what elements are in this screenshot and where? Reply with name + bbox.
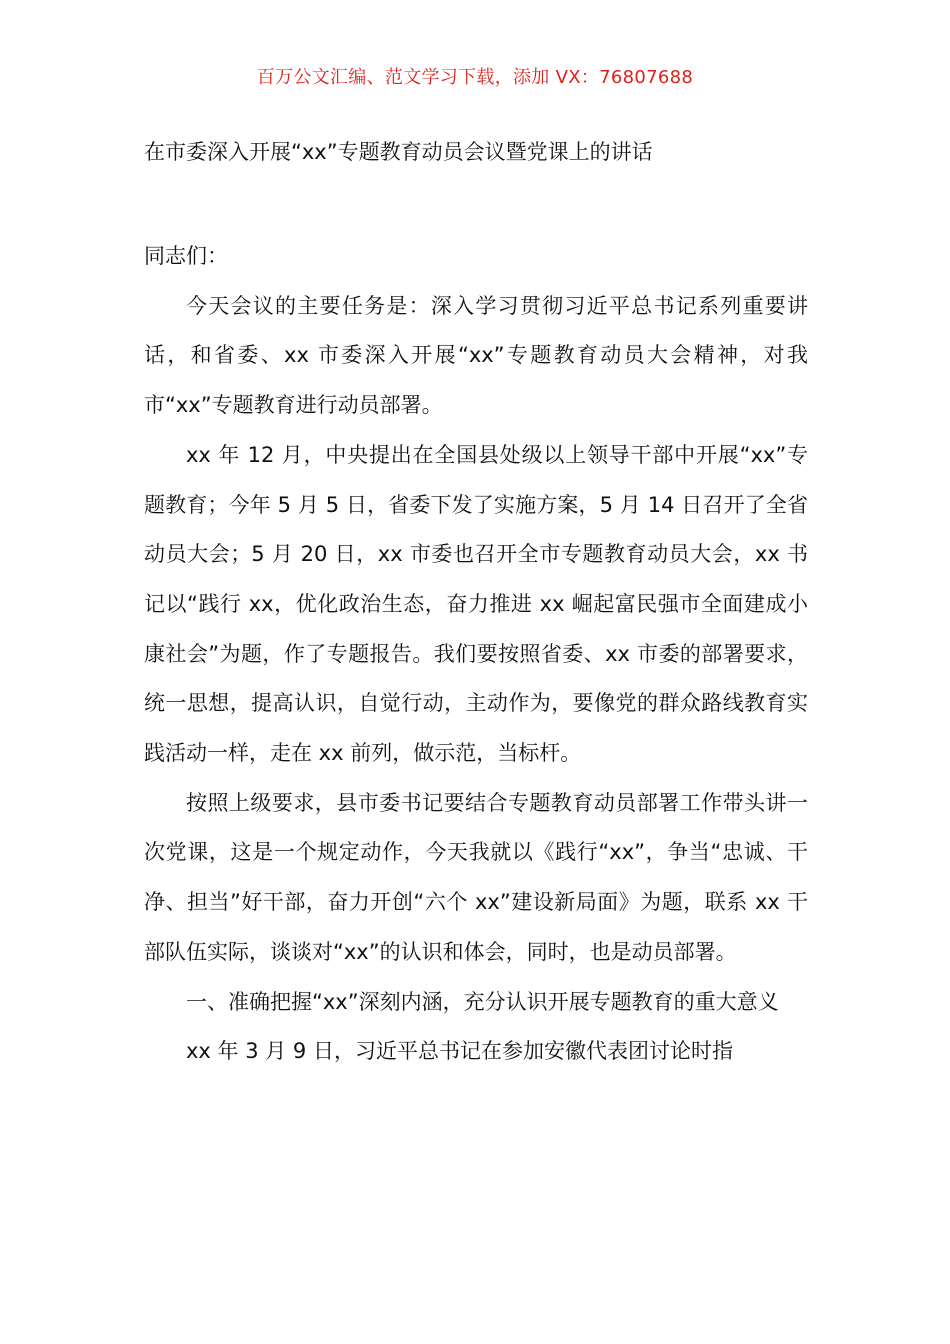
document-title: 在市委深入开展“xx”专题教育动员会议暨党课上的讲话 <box>144 140 653 164</box>
paragraph-4: xx 年 3 月 9 日，习近平总书记在参加安徽代表团讨论时指 <box>186 1039 733 1064</box>
document-body <box>144 232 808 1077</box>
section-heading-1: 一、准确把握“xx”深刻内涵，充分认识开展专题教育的重大意义 <box>186 989 779 1014</box>
paragraph-2: xx 年 12 月，中央提出在全国县处级以上领导干部中开展“xx”专题教育；今年 5 月 5 日，省委下发了实施方案，5 月 14 日召开了全省动员大会；5 月 20 日，xx 市委也召开全市专题教育动员大会，xx 书记以“践行 xx，优化政治生态，奋力推进 xx 崛起富民强市全面建成小康社会”为题，作了专题报告。我们要按照省委、xx 市委的部署要求，统一思想，提高认识，自觉行动，主动作为，要像党的群众路线教育实践活动一样，走在 xx 前列，做示范，当标杆。 <box>144 442 808 766</box>
paragraph-1: 今天会议的主要任务是：深入学习贯彻习近平总书记系列重要讲话，和省委、xx 市委深入开展“xx”专题教育动员大会精神，对我市“xx”专题教育进行动员部署。 <box>144 293 808 418</box>
salutation: 同志们： <box>144 244 228 268</box>
paragraph-3: 按照上级要求，县市委书记要结合专题教育动员部署工作带头讲一次党课，这是一个规定动作，今天我就以《践行“xx”，争当“忠诚、干净、担当”好干部，奋力开创“六个 xx”建设新局面》为题，联系 xx 干部队伍实际，谈谈对“xx”的认识和体会，同时，也是动员部署。 <box>144 790 808 964</box>
header-banner: 百万公文汇编、范文学习下载，添加 VX：76807688 <box>256 67 694 88</box>
